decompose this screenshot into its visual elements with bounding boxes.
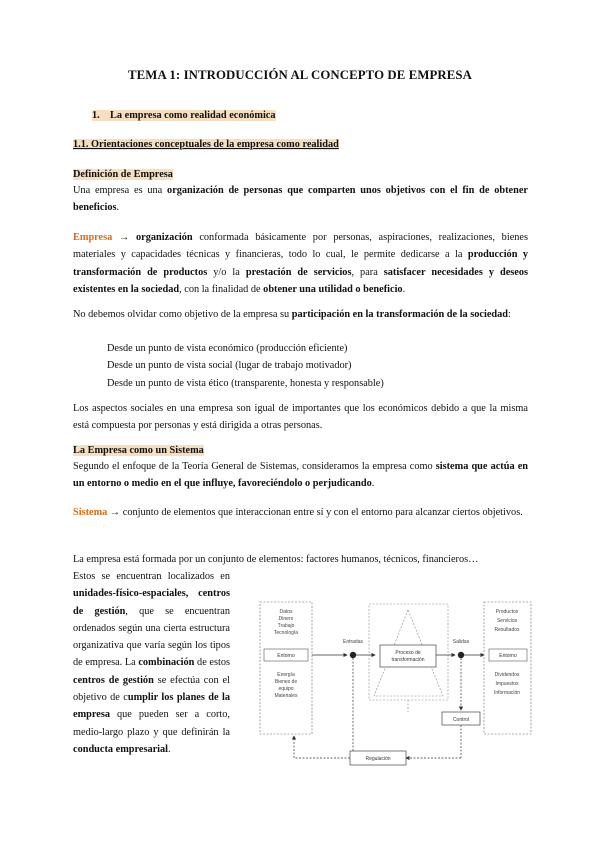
bold-run: unidades-físico-espaciales, centros de gestión xyxy=(73,588,230,617)
section-number: 1. xyxy=(92,110,100,121)
left-bottom-label: Energía xyxy=(277,672,295,678)
text-run: conformada básicamente por personas, aspiraciones, realizaciones, bienes materiales y capacidades técnicas y financieras, todo lo cual, le permite dedicarse a la xyxy=(73,232,528,261)
text-run: : xyxy=(508,309,511,320)
bold-run: obtener una utilidad o beneficio xyxy=(263,283,403,295)
empresa-paragraph xyxy=(73,229,528,298)
text-run: que pueden ser a corto, medio-largo plazo y que definirán la xyxy=(73,709,230,738)
right-top-label: Resultados xyxy=(494,627,520,633)
page-title: TEMA 1: INTRODUCCIÓN AL CONCEPTO DE EMPRESA xyxy=(128,68,472,82)
salidas-label: Salidas xyxy=(452,639,470,645)
left-entorno-label: Entorno xyxy=(277,653,295,659)
left-top-label: Dinero xyxy=(278,616,294,622)
term-sistema: Sistema xyxy=(73,507,108,518)
proceso-label: transformación xyxy=(391,657,425,663)
list-item: Desde un punto de vista ético (transparente, honesta y responsable) xyxy=(107,377,384,389)
empresa-sistema-diagram xyxy=(258,600,533,770)
sistema-heading xyxy=(73,445,204,456)
left-bottom-label: equipo xyxy=(278,686,294,692)
left-top-label: Trabajo xyxy=(277,623,295,629)
bold-run: centros de gestión xyxy=(73,674,154,686)
text-run: Estos se encuentran localizados en xyxy=(73,571,230,582)
entradas-label: Entradas xyxy=(342,639,364,645)
bold-run: satisfacer necesidades y deseos existentes en la sociedad xyxy=(73,266,529,295)
section-heading-1-1 xyxy=(73,139,339,150)
list-item: Desde un punto de vista económico (producción eficiente) xyxy=(107,343,348,354)
text-run: de estos xyxy=(194,657,230,669)
left-top-label: Datos xyxy=(279,609,293,615)
right-bottom-label: Información xyxy=(493,690,521,696)
bold-run: participación en la transformación de la sociedad xyxy=(291,309,508,320)
right-top-label: Productos xyxy=(495,609,519,615)
objetivo-paragraph xyxy=(73,306,528,323)
arrow: → xyxy=(107,507,123,518)
list-item: Desde un punto de vista social (lugar de trabajo motivador) xyxy=(107,360,352,372)
objetivo-list xyxy=(107,340,384,392)
entradas-node xyxy=(350,652,356,658)
bold-run: organización xyxy=(136,232,193,243)
control-label: Control xyxy=(452,717,470,723)
right-entorno-label: Entorno xyxy=(499,653,517,659)
text-run: , para xyxy=(351,266,384,278)
left-bottom-label: Materiales xyxy=(274,693,298,699)
arrow: → xyxy=(112,232,136,243)
text-run: Una empresa es una xyxy=(73,185,168,196)
text-run: No debemos olvidar como objetivo de la empresa su xyxy=(73,309,292,320)
left-bottom-label: Bienes de xyxy=(274,679,298,685)
text-run: Segundo el enfoque de la Teoría General de Sistemas, consideramos la empresa como xyxy=(73,461,436,472)
aspectos-paragraph: Los aspectos sociales en una empresa son igual de importantes que los económicos debido a que la misma está compuesta por personas y está dirigida a otras personas. xyxy=(73,403,528,432)
regulacion-label: Regulación xyxy=(365,756,391,762)
salidas-node xyxy=(458,652,464,658)
section-text: La empresa como realidad económica xyxy=(110,110,276,121)
text-run: . xyxy=(371,478,375,490)
text-run: se efectúa con el objetivo de c xyxy=(73,674,230,704)
right-bottom-label: Impuestos xyxy=(495,681,519,687)
section-heading-1 xyxy=(92,110,276,121)
definicion-heading xyxy=(73,169,173,180)
bold-run: prestación de servicios xyxy=(245,266,352,278)
right-bottom-label: Dividendos xyxy=(494,672,520,678)
bold-run: organización de personas que comparten unos objetivos con el fin de obtener beneficios xyxy=(73,185,528,214)
text-run: conjunto de elementos que interaccionan entre sí y con el entorno para alcanzar ciertos objetivos. xyxy=(122,507,523,518)
text-run: . xyxy=(168,743,171,755)
bold-run: sistema que actúa en un entorno o medio en el que influye, favoreciéndolo o perjudicando xyxy=(73,461,528,490)
proceso-box xyxy=(380,645,436,667)
left-top-label: Tecnología xyxy=(273,630,299,636)
section-heading-1-label xyxy=(92,110,276,121)
right-top-label: Servicios xyxy=(496,618,518,624)
bold-run: umplir los planes de la empresa xyxy=(73,692,230,721)
bold-run: conducta empresarial xyxy=(73,743,169,755)
section-heading-1-1-label: 1.1. Orientaciones conceptuales de la empresa como realidad xyxy=(73,139,339,150)
text-run: , que se encuentran ordenados según una cierta estructura organizativa que varía según los tipos de empresa. La xyxy=(73,605,231,669)
definicion-heading-label: Definición de Empresa xyxy=(73,169,173,180)
sistema-heading-label: La Empresa como un Sistema xyxy=(73,445,204,456)
formada-paragraph: La empresa está formada por un conjunto de elementos: factores humanos, técnicos, financieros… xyxy=(73,554,479,565)
text-run: . xyxy=(402,283,406,295)
text-run: y/o la xyxy=(207,266,246,278)
definicion-paragraph xyxy=(73,182,528,217)
term-empresa: Empresa xyxy=(73,232,113,243)
text-run: . xyxy=(116,202,120,214)
bold-run: combinación xyxy=(138,657,195,669)
localizados-paragraph xyxy=(73,568,230,758)
sistema-definition xyxy=(73,504,528,521)
bold-run: producción y transformación de productos xyxy=(73,249,528,278)
sistema-paragraph xyxy=(73,458,528,493)
text-run: , con la finalidad de xyxy=(179,283,264,295)
proceso-label: Proceso de xyxy=(395,650,421,656)
